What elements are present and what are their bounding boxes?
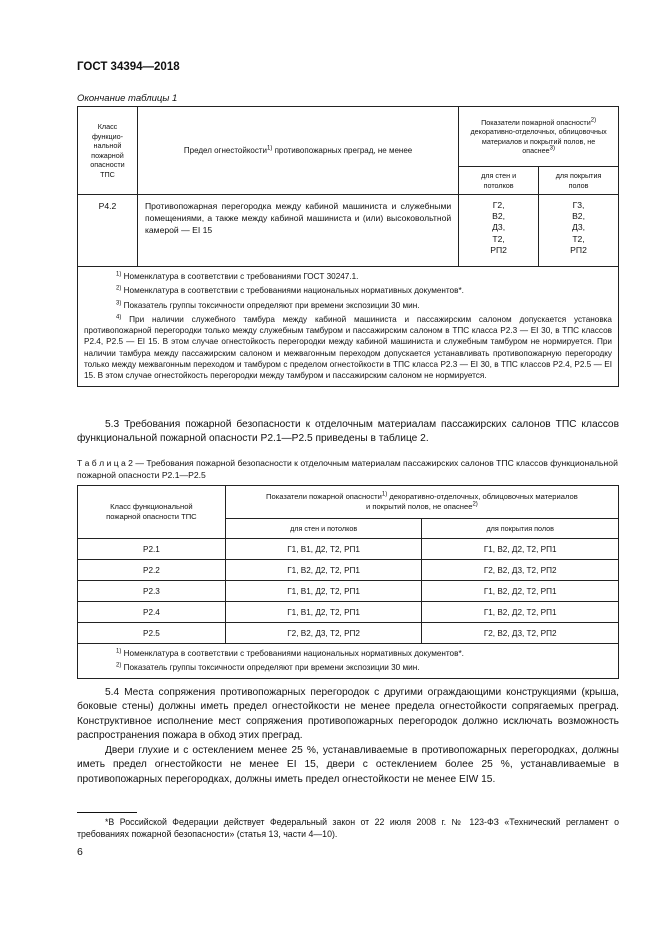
paragraph-5-4: 5.4 Места сопряжения противопожарных перегородок с другими ограждающими конструкциями (крыша, боковые стены) должны иметь предел огнестойкости не менее предела огнестойкости сопрягаемых преград. Конструктивное исполнение мест сопряжения противопожарных перегородок должно исключать возможность распространения пожара в обход этих преград. Двери глухие и с остеклением менее 25 %, устанавливаемые в противопожарных перегородках, должны иметь предел огнестойкости не менее EI 15, двери с остеклением более 25 %, устанавливаемые в противопожарных перегородках, должны иметь предел огнестойкости не менее EIW 15. bbox=[77, 686, 619, 787]
table2-col1-header: Класс функциональной пожарной опасности ТПС bbox=[78, 486, 226, 539]
table1 bbox=[77, 106, 619, 387]
table1-row-class: Р4.2 bbox=[78, 195, 138, 267]
table1-col2-header: Предел огнестойкости$^{1)}$ противопожарных преград, не менее bbox=[137, 107, 458, 195]
table2-cell-walls: Г2, В2, Д3, Т2, РП2 bbox=[225, 623, 422, 644]
table1-sub-floor: для покрытия полов bbox=[539, 167, 619, 195]
paragraph-doors: Двери глухие и с остеклением менее 25 %, устанавливаемые в противопожарных перегородках, должны иметь предел огнестойкости не менее EI 15, двери с остеклением более 25 %, устанавливаемые в противопожарных перегородках, должны иметь предел огнестойкости не менее EIW 15. bbox=[77, 745, 619, 785]
table-row bbox=[78, 581, 619, 602]
table2-cell-class: Р2.1 bbox=[78, 539, 226, 560]
table2-cell-floor: Г2, В2, Д3, Т2, РП2 bbox=[422, 623, 619, 644]
table2-notes bbox=[78, 644, 619, 679]
table1-note-3: $^{3)}$ Показатель группы токсичности определяют при времени экспозиции 30 мин. bbox=[116, 299, 420, 310]
table2-cell-walls: Г1, В1, Д2, Т2, РП1 bbox=[225, 602, 422, 623]
table1-note-1: $^{1)}$ Номенклатура в соответствии с требованиями ГОСТ 30247.1. bbox=[116, 271, 359, 281]
table2-sub-floor: для покрытия полов bbox=[422, 519, 619, 539]
table1-row-text: Противопожарная перегородка между кабиной машиниста и служебными помещениями, а также между кабиной машиниста и (или) высоковольтной камерой — EI 15 bbox=[137, 195, 458, 267]
table2-caption: Т а б л и ц а 2 — Требования пожарной безопасности к отделочным материалам пассажирских салонов ТПС классов функциональной пожарной опасности Р2.1—Р2.5 bbox=[77, 458, 618, 480]
table2-cell-walls: Г1, В1, Д2, Т2, РП1 bbox=[225, 539, 422, 560]
table2-cell-walls: Г1, В1, Д2, Т2, РП1 bbox=[225, 581, 422, 602]
table-row bbox=[78, 560, 619, 581]
table2-cell-class: Р2.4 bbox=[78, 602, 226, 623]
document-header: ГОСТ 34394—2018 bbox=[77, 61, 180, 73]
table2-sub-walls: для стен и потолков bbox=[225, 519, 422, 539]
table2-cell-floor: Г1, В2, Д2, Т2, РП1 bbox=[422, 539, 619, 560]
table1-note-4: $^{4)}$ При наличии служебного тамбура между кабиной машиниста и пассажирским салоном допускается установка противопожарной перегородки только между служебным тамбуром и пассажирским салоном в ТПС класса Р2.3 — EI 30, в ТПС классов Р2.4, Р2.5 — EI 15. В этом случае огнестойкость перегородки между кабиной машиниста и служебным тамбуром не нормируется. При наличии тамбура между пассажирским салоном и межвагонным переходом допускается устанавливать противопожарную перегородку только между межвагонным переходом и тамбуром с пределом огнестойкости в ТПС класса Р2.3 — EI 30, в ТПС классов Р2.4, Р2.5 — EI 15. В этом случае огнестойкость перегородки между тамбуром и пассажирским салоном не нормируется. bbox=[84, 314, 612, 381]
table2-cell-class: Р2.5 bbox=[78, 623, 226, 644]
table1-col3-header: Показатели пожарной опасности$^{2)}$ декоративно-отделочных, облицовочных материалов и покрытий полов, не опаснее$^{3)}$ bbox=[459, 107, 619, 167]
table2-cell-walls: Г1, В2, Д2, Т2, РП1 bbox=[225, 560, 422, 581]
table1-caption: Окончание таблицы 1 bbox=[77, 93, 178, 104]
table1-notes bbox=[78, 267, 619, 387]
footnote-separator bbox=[77, 812, 137, 813]
table1-col1-header: Класс функцио-нальной пожарной опасности ТПС bbox=[78, 107, 138, 195]
paragraph-5-3: 5.3 Требования пожарной безопасности к отделочным материалам пассажирских салонов ТПС классов функциональной пожарной опасности Р2.1—Р2.5 приведены в таблице 2. bbox=[77, 419, 619, 445]
table2-cell-class: Р2.3 bbox=[78, 581, 226, 602]
table2-note-1: $^{1)}$ Номенклатура в соответствии с требованиями национальных нормативных документов*. bbox=[116, 648, 464, 658]
table2-cell-floor: Г1, В2, Д2, Т2, РП1 bbox=[422, 602, 619, 623]
table1-sub-walls: для стен и потолков bbox=[459, 167, 539, 195]
table2-col2-header: Показатели пожарной опасности$^{1)}$ декоративно-отделочных, облицовочных материалов и покрытий полов, не опаснее$^{2)}$ bbox=[225, 486, 618, 519]
table1-row-floor: Г3, В2, Д3, Т2, РП2 bbox=[539, 195, 619, 267]
page-number: 6 bbox=[77, 846, 83, 858]
table-row bbox=[78, 602, 619, 623]
table2-cell-class: Р2.2 bbox=[78, 560, 226, 581]
footnote: *В Российской Федерации действует Федеральный закон от 22 июля 2008 г. № 123-ФЗ «Технический регламент о требованиях пожарной безопасности» (статья 13, части 4—10). bbox=[77, 817, 619, 839]
table2-note-2: $^{2)}$ Показатель группы токсичности определяют при времени экспозиции 30 мин. bbox=[116, 662, 420, 673]
table-row bbox=[78, 623, 619, 644]
table-row bbox=[78, 539, 619, 560]
table2-cell-floor: Г1, В2, Д2, Т2, РП1 bbox=[422, 581, 619, 602]
table1-note-2: $^{2)}$ Номенклатура в соответствии с требованиями национальных нормативных документов*. bbox=[116, 285, 464, 296]
table2 bbox=[77, 485, 619, 679]
table2-cell-floor: Г2, В2, Д3, Т2, РП2 bbox=[422, 560, 619, 581]
table1-row-walls: Г2, В2, Д3, Т2, РП2 bbox=[459, 195, 539, 267]
